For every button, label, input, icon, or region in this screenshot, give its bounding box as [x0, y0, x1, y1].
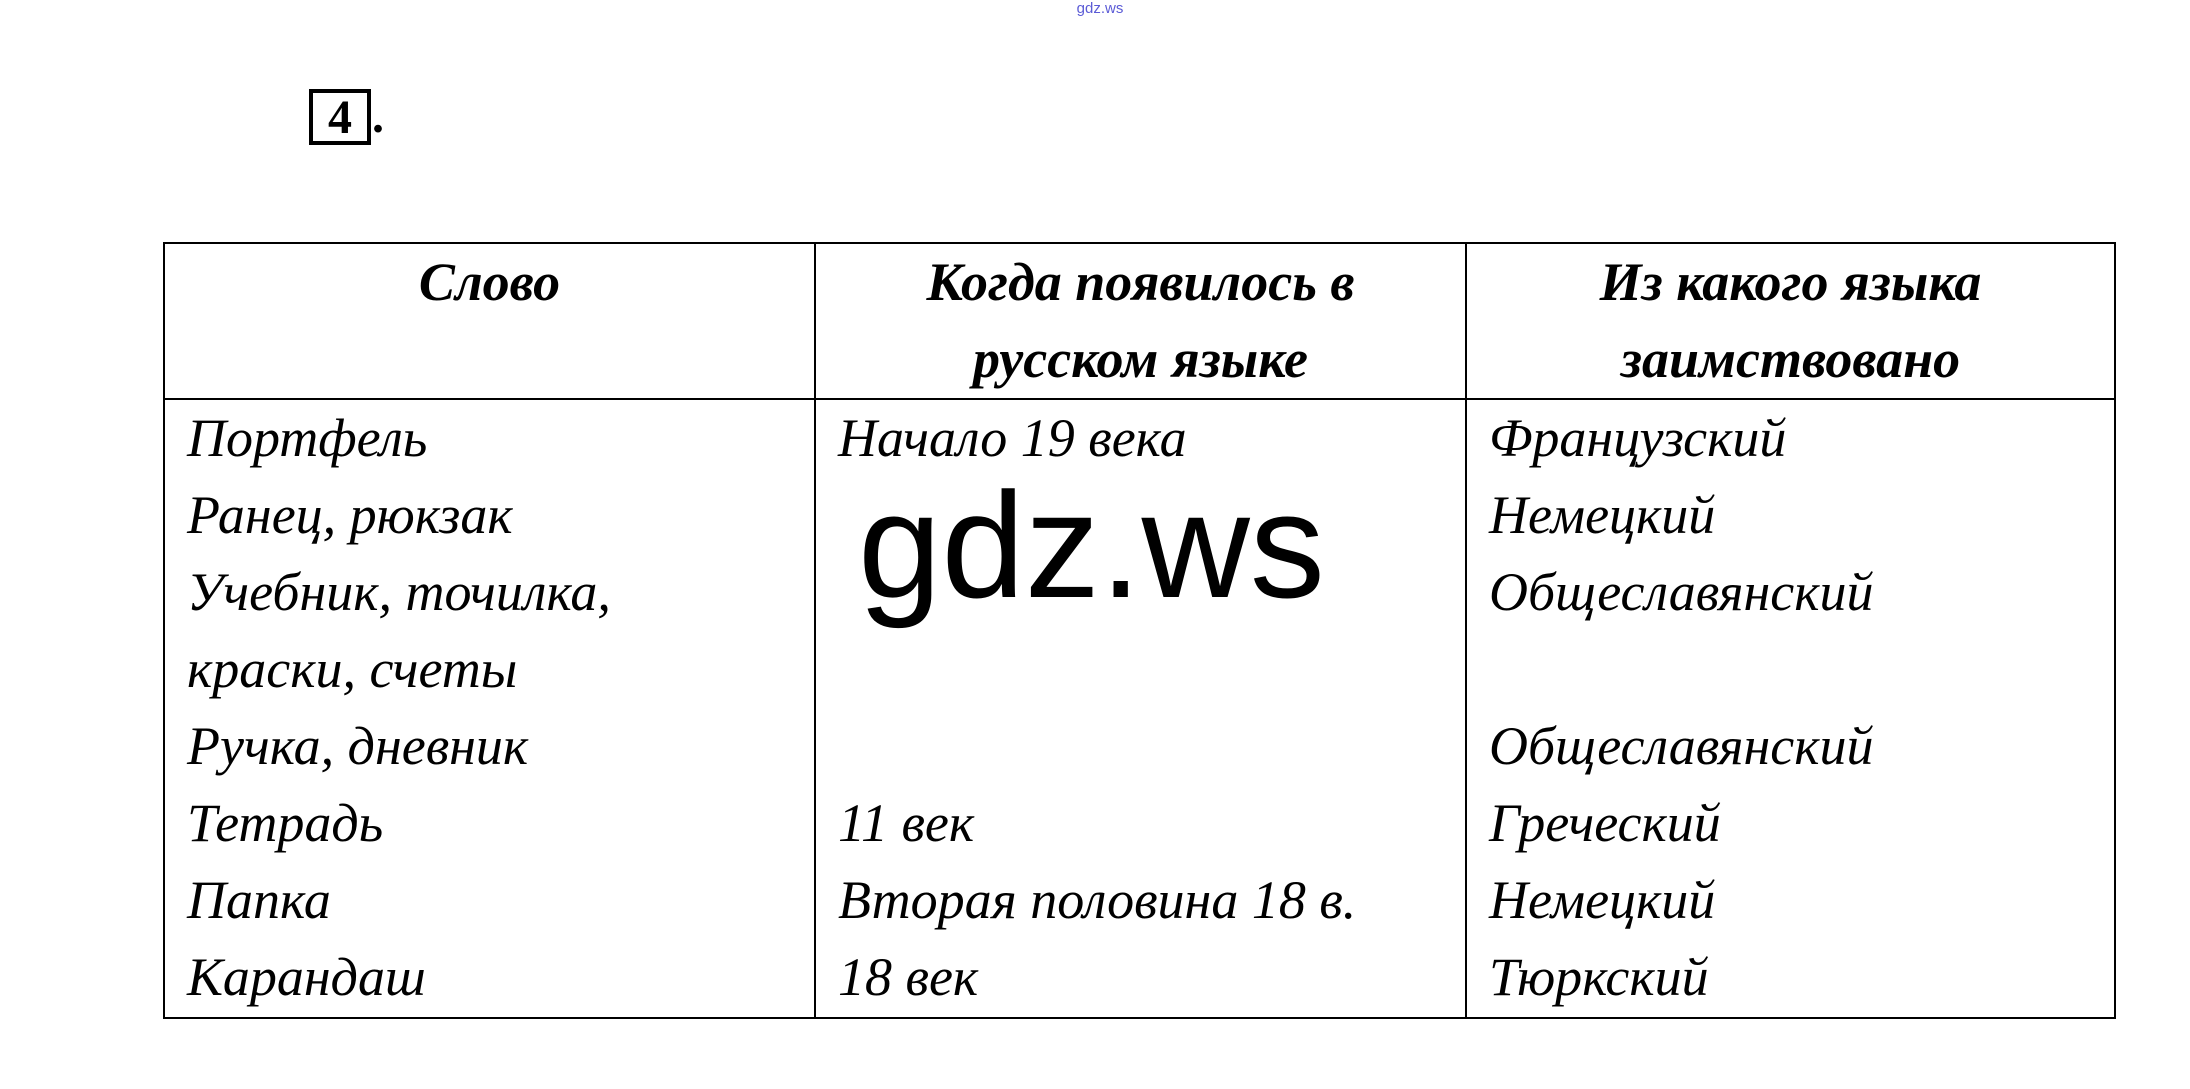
word-cell: Папка [187, 870, 331, 930]
table-header-row [164, 243, 2115, 399]
origin-cell: Тюркский [1489, 947, 1709, 1007]
task-number-box: 4 [309, 89, 371, 145]
site-tag: gdz.ws [1076, 0, 1124, 17]
word-cell: краски, счеты [187, 639, 518, 699]
origin-cell: Греческий [1489, 793, 1721, 853]
when-cell [838, 631, 1465, 708]
word-cell: Тетрадь [187, 793, 384, 853]
word-cell: Ранец, рюкзак [187, 485, 513, 545]
header-when [815, 243, 1466, 399]
when-cell: Начало 19 века [838, 408, 1187, 468]
column-origin [1466, 399, 2115, 1018]
header-word-line-1: Слово [418, 252, 561, 312]
when-cell: Вторая половина 18 в. [838, 870, 1357, 930]
origin-cell: Немецкий [1489, 485, 1716, 545]
header-when-line-2: русском языке [972, 329, 1309, 389]
site-watermark: gdz.ws [858, 461, 1325, 629]
origin-cell: Общеславянский [1489, 562, 1874, 622]
header-word [164, 243, 815, 399]
header-origin-line-2: заимствовано [1620, 329, 1961, 389]
header-when-line-1: Когда появилось в [926, 252, 1355, 312]
when-cell [838, 708, 1465, 785]
header-origin-line-1: Из какого языка [1599, 252, 1982, 312]
when-cell: 11 век [838, 793, 975, 853]
word-cell: Учебник, точилка, [187, 562, 611, 622]
borrowed-words-table [163, 242, 2116, 1019]
origin-cell: Немецкий [1489, 870, 1716, 930]
word-cell: Портфель [187, 408, 428, 468]
task-number-dot: . [372, 90, 384, 143]
word-cell: Ручка, дневник [187, 716, 529, 776]
origin-cell: Общеславянский [1489, 716, 1874, 776]
origin-cell: Французский [1489, 408, 1787, 468]
header-origin [1466, 243, 2115, 399]
when-cell: 18 век [838, 947, 979, 1007]
column-word [164, 399, 815, 1018]
word-cell: Карандаш [187, 947, 426, 1007]
origin-cell [1489, 631, 2114, 708]
